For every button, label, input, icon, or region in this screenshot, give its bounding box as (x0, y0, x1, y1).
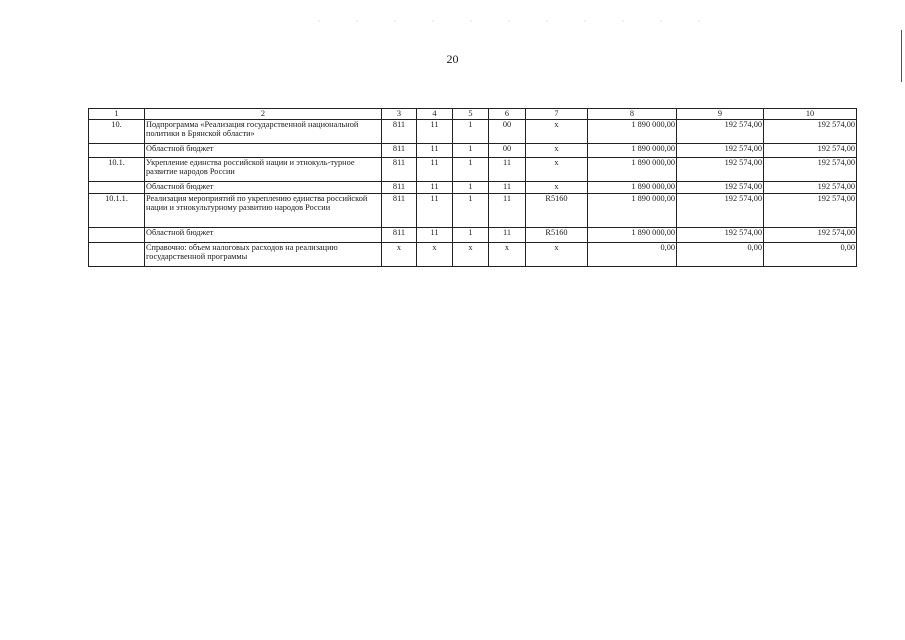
scan-artifact-dots (300, 20, 720, 22)
row-number: 10.1. (89, 158, 145, 182)
cell-amount-9: 0,00 (677, 243, 764, 267)
cell-amount-9: 192 574,00 (677, 158, 764, 182)
cell-amount-10: 192 574,00 (764, 228, 857, 243)
cell-code-6: 11 (489, 194, 526, 228)
table-row (89, 120, 857, 144)
column-header: 4 (417, 109, 453, 120)
cell-code-5: х (453, 243, 489, 267)
cell-amount-8: 0,00 (588, 243, 677, 267)
row-number: 10.1.1. (89, 194, 145, 228)
column-header: 10 (764, 109, 857, 120)
column-header: 7 (526, 109, 588, 120)
cell-amount-10: 192 574,00 (764, 120, 857, 144)
table-row (89, 158, 857, 182)
cell-amount-8: 1 890 000,00 (588, 182, 677, 194)
cell-amount-9: 192 574,00 (677, 120, 764, 144)
row-description: Областной бюджет (145, 182, 382, 194)
cell-code-3: 811 (382, 158, 417, 182)
cell-code-7: х (526, 158, 588, 182)
cell-amount-8: 1 890 000,00 (588, 194, 677, 228)
row-number (89, 228, 145, 243)
cell-code-6: 00 (489, 144, 526, 158)
column-header: 6 (489, 109, 526, 120)
cell-code-3: х (382, 243, 417, 267)
cell-code-3: 811 (382, 144, 417, 158)
row-number (89, 144, 145, 158)
cell-code-6: 00 (489, 120, 526, 144)
table-row (89, 228, 857, 243)
cell-amount-10: 0,00 (764, 243, 857, 267)
table-row (89, 194, 857, 228)
cell-code-5: 1 (453, 194, 489, 228)
cell-code-4: 11 (417, 158, 453, 182)
cell-code-5: 1 (453, 182, 489, 194)
cell-code-7: х (526, 120, 588, 144)
cell-amount-9: 192 574,00 (677, 182, 764, 194)
cell-code-5: 1 (453, 228, 489, 243)
row-description: Реализация мероприятий по укреплению единства российской нации и этнокультурному развитию народов России (145, 194, 382, 228)
cell-code-4: 11 (417, 120, 453, 144)
row-description: Областной бюджет (145, 228, 382, 243)
cell-amount-10: 192 574,00 (764, 144, 857, 158)
cell-amount-8: 1 890 000,00 (588, 228, 677, 243)
cell-code-4: 11 (417, 144, 453, 158)
cell-code-4: х (417, 243, 453, 267)
cell-code-4: 11 (417, 182, 453, 194)
column-header: 3 (382, 109, 417, 120)
cell-code-3: 811 (382, 182, 417, 194)
cell-code-7: R5160 (526, 228, 588, 243)
cell-code-7: х (526, 182, 588, 194)
cell-amount-9: 192 574,00 (677, 194, 764, 228)
cell-amount-10: 192 574,00 (764, 194, 857, 228)
row-description: Справочно: объем налоговых расходов на реализацию государственной программы (145, 243, 382, 267)
column-header: 8 (588, 109, 677, 120)
cell-code-3: 811 (382, 120, 417, 144)
column-header: 5 (453, 109, 489, 120)
cell-amount-9: 192 574,00 (677, 228, 764, 243)
column-header: 1 (89, 109, 145, 120)
cell-code-5: 1 (453, 144, 489, 158)
cell-code-5: 1 (453, 120, 489, 144)
row-number (89, 243, 145, 267)
table-row (89, 182, 857, 194)
cell-amount-8: 1 890 000,00 (588, 158, 677, 182)
column-header: 2 (145, 109, 382, 120)
cell-code-6: х (489, 243, 526, 267)
cell-code-6: 11 (489, 158, 526, 182)
row-number (89, 182, 145, 194)
table-row (89, 243, 857, 267)
cell-amount-8: 1 890 000,00 (588, 120, 677, 144)
column-header: 9 (677, 109, 764, 120)
table-row (89, 144, 857, 158)
page-number: 20 (446, 52, 459, 66)
cell-code-4: 11 (417, 228, 453, 243)
cell-code-4: 11 (417, 194, 453, 228)
cell-amount-10: 192 574,00 (764, 182, 857, 194)
cell-code-7: х (526, 243, 588, 267)
cell-code-3: 811 (382, 194, 417, 228)
row-number: 10. (89, 120, 145, 144)
row-description: Областной бюджет (145, 144, 382, 158)
cell-code-3: 811 (382, 228, 417, 243)
cell-code-7: х (526, 144, 588, 158)
cell-amount-9: 192 574,00 (677, 144, 764, 158)
row-description: Подпрограмма «Реализация государственной национальной политики в Брянской области» (145, 120, 382, 144)
cell-code-6: 11 (489, 228, 526, 243)
table-header-row (89, 109, 857, 120)
row-description: Укрепление единства российской нации и этнокуль-турное развитие народов России (145, 158, 382, 182)
budget-table (88, 108, 857, 267)
cell-amount-10: 192 574,00 (764, 158, 857, 182)
cell-amount-8: 1 890 000,00 (588, 144, 677, 158)
cell-code-6: 11 (489, 182, 526, 194)
cell-code-7: R5160 (526, 194, 588, 228)
cell-code-5: 1 (453, 158, 489, 182)
